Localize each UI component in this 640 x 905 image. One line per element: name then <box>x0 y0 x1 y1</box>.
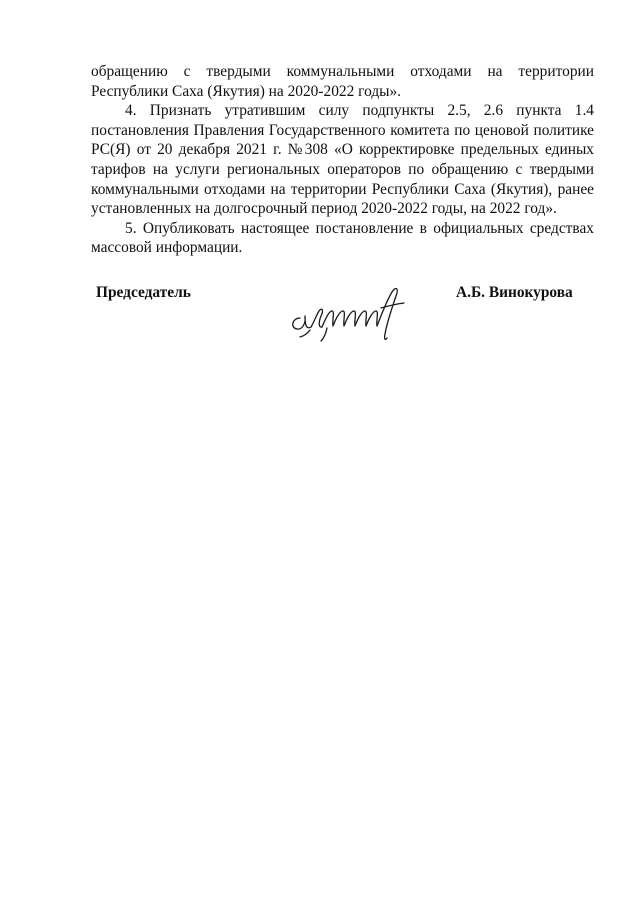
handwritten-signature <box>286 278 416 346</box>
signer-name: А.Б. Винокурова <box>456 284 573 301</box>
signature-block <box>0 278 640 358</box>
document-body <box>91 62 594 258</box>
paragraph-continued: обращению с твердыми коммунальными отходами на территории Республики Саха (Якутия) на 2020-2022 годы». <box>91 63 594 100</box>
signatory-position: Председатель <box>96 284 191 301</box>
paragraph-item-4: 4. Признать утратившим силу подпункты 2.5, 2.6 пункта 1.4 постановления Правления Государственного комитета по ценовой политике РС(Я) от 20 декабря 2021 г. №308 «О корректировке предельных единых тарифов на услуги региональных операторов по обращению с твердыми коммунальными отходами на территории Республики Саха (Якутия), ранее установленных на долгосрочный период 2020-2022 годы, на 2022 год». <box>91 102 594 218</box>
paragraph-item-5: 5. Опубликовать настоящее постановление в официальных средствах массовой информации. <box>91 219 594 257</box>
